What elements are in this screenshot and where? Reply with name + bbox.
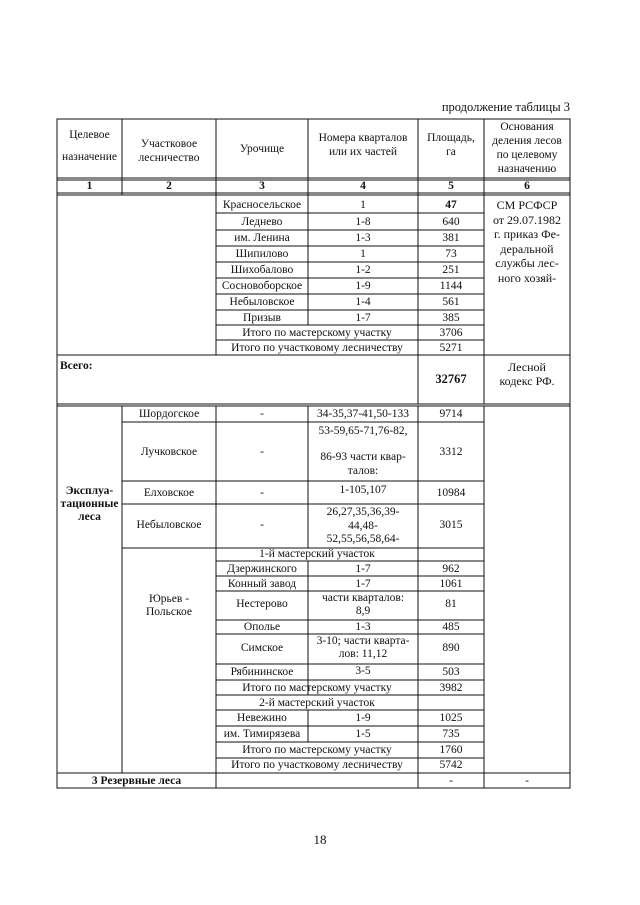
kvartaly: 34-35,37-41,50-133 <box>317 408 409 420</box>
kvartaly: 1-105,107 <box>339 484 387 496</box>
lesnichestvo-name-2: Польское <box>146 606 192 618</box>
colnum-6: 6 <box>524 180 530 192</box>
kvartaly: 1-3 <box>355 232 371 244</box>
urochishche: Шипилово <box>235 248 289 260</box>
ploshchad: 73 <box>445 248 457 260</box>
reserve-basis: - <box>525 775 529 787</box>
urochishche: Нестерово <box>236 598 288 610</box>
urochishche: - <box>260 519 264 531</box>
basis-line: службы лес- <box>495 256 559 270</box>
kvartaly: 1-7 <box>355 312 371 324</box>
urochishche: - <box>260 446 264 458</box>
lesnichestvo-name: Шордогское <box>138 408 200 420</box>
total-master-value: 3706 <box>439 327 463 339</box>
header-purpose-2: назначение <box>62 151 117 163</box>
kvartaly-3: талов: <box>347 465 379 477</box>
total-lesn-label: Итого по участковому лесничеству <box>231 342 403 354</box>
total-lesn-label: Итого по участковому лесничеству <box>231 759 403 771</box>
expl-label-3: леса <box>78 511 101 523</box>
urochishche: Шихобалово <box>230 264 294 276</box>
ploshchad: 640 <box>442 216 460 228</box>
urochishche: Призыв <box>243 312 281 324</box>
header-urochishche: Урочище <box>239 143 285 155</box>
vsego-label: Всего: <box>60 360 93 372</box>
colnum-4: 4 <box>360 180 366 192</box>
kvartaly: 3-10; части кварта- <box>316 635 410 647</box>
ploshchad: 890 <box>442 642 460 654</box>
ploshchad: 485 <box>442 621 460 633</box>
total-master-value: 3982 <box>439 682 463 694</box>
ploshchad: 503 <box>442 666 460 678</box>
ploshchad: 3312 <box>439 446 463 458</box>
urochishche: Невежино <box>237 712 287 724</box>
kvartaly: 1-7 <box>355 578 371 590</box>
vsego-value: 32767 <box>435 372 467 386</box>
basis-line: СМ РСФСР <box>496 198 558 212</box>
ploshchad: 10984 <box>436 487 466 499</box>
kvartaly: 53-59,65-71,76-82, <box>318 425 408 437</box>
page-number: 18 <box>313 832 327 847</box>
total-lesn-value: 5742 <box>439 759 463 771</box>
urochishche: Небыловское <box>229 296 295 308</box>
colnum-2: 2 <box>166 180 172 192</box>
kvartaly-2: 8,9 <box>355 605 371 617</box>
lesnichestvo-name: Елховское <box>143 487 195 499</box>
basis-line: от 29.07.1982 <box>492 212 562 227</box>
kvartaly: 1-9 <box>355 712 371 724</box>
kvartaly: 1-7 <box>355 563 371 575</box>
lesnichestvo-name: Лучковское <box>140 446 198 458</box>
kvartaly: 26,27,35,36,39- <box>326 506 400 518</box>
header-osnovaniya: Основания <box>500 121 554 133</box>
kvartaly: 1-2 <box>355 264 371 276</box>
urochishche: Леднево <box>241 216 283 228</box>
basis-line: ного хозяй- <box>497 270 557 285</box>
master-section-title: 2-й мастерский участок <box>259 697 375 709</box>
header-purpose: Целевое <box>69 129 110 141</box>
header-lesnichestvo-2: лесничество <box>138 152 200 164</box>
header-ploshchad: Площадь, <box>427 132 475 144</box>
colnum-3: 3 <box>259 180 265 192</box>
header-kvartaly-2: или их частей <box>329 146 397 158</box>
header-osnovaniya-4: назначению <box>497 163 557 175</box>
colnum-1: 1 <box>86 180 93 192</box>
basis-line: г. приказ Фе- <box>494 227 560 241</box>
lesnichestvo-name: Юрьев - <box>148 593 190 605</box>
kvartaly-2: лов: 11,12 <box>338 648 388 660</box>
kvartaly: 1-4 <box>355 296 371 308</box>
total-master-value: 1760 <box>439 744 463 756</box>
expl-label: Эксплуа- <box>65 485 114 497</box>
table-caption: продолжение таблицы 3 <box>441 100 570 114</box>
urochishche: Симское <box>240 642 284 654</box>
urochishche: Ополье <box>243 621 281 633</box>
urochishche: Сосновоборское <box>221 280 303 292</box>
kvartaly-2: 86-93 части квар- <box>320 451 406 463</box>
urochishche: Рябининское <box>230 666 294 678</box>
kvartaly: 3-5 <box>355 665 371 677</box>
total-master-label: Итого по мастерскому участку <box>242 682 392 694</box>
total-master-label: Итого по мастерскому участку <box>242 327 392 339</box>
urochishche: Красносельское <box>222 199 302 211</box>
header-osnovaniya-3: по целевому <box>496 149 558 161</box>
vsego-basis-2: кодекс РФ. <box>499 374 555 388</box>
ploshchad: 3015 <box>439 519 463 531</box>
ploshchad: 561 <box>442 296 460 308</box>
vsego-basis: Лесной <box>508 360 546 374</box>
urochishche: - <box>260 487 264 499</box>
urochishche: Конный завод <box>227 578 297 590</box>
kvartaly-3: 52,55,56,58,64- <box>326 533 400 545</box>
reserve-label: 3 Резервные леса <box>91 775 182 787</box>
ploshchad: 1144 <box>439 280 463 292</box>
kvartaly: 1-8 <box>355 216 371 228</box>
header-kvartaly: Номера кварталов <box>318 132 408 144</box>
header-osnovaniya-2: деления лесов <box>492 135 562 147</box>
ploshchad: 1025 <box>439 712 463 724</box>
ploshchad: 735 <box>442 728 460 740</box>
total-master-label: Итого по мастерскому участку <box>242 744 392 756</box>
master-section-title: 1-й мастерский участок <box>259 548 375 560</box>
kvartaly: 1 <box>360 199 366 211</box>
ploshchad: 81 <box>445 598 457 610</box>
ploshchad: 1061 <box>439 578 463 590</box>
colnum-5: 5 <box>448 180 454 192</box>
kvartaly: 1-5 <box>355 728 371 740</box>
ploshchad: 47 <box>445 199 457 211</box>
header-ploshchad-2: га <box>446 146 456 158</box>
ploshchad: 962 <box>442 563 460 575</box>
kvartaly-2: 44,48- <box>348 519 378 532</box>
expl-label-2: тационные <box>60 498 119 510</box>
kvartaly: 1-3 <box>355 621 371 633</box>
total-lesn-value: 5271 <box>439 342 463 354</box>
urochishche: им. Тимирязева <box>223 728 301 740</box>
urochishche: - <box>260 408 264 420</box>
reserve-area: - <box>449 775 453 787</box>
urochishche: им. Ленина <box>234 232 290 244</box>
urochishche: Дзержинского <box>227 563 297 575</box>
kvartaly: части кварталов: <box>321 592 405 604</box>
ploshchad: 385 <box>442 312 460 324</box>
basis-line: деральной <box>500 241 554 256</box>
kvartaly: 1 <box>360 248 366 260</box>
kvartaly: 1-9 <box>355 280 371 292</box>
lesnichestvo-name: Небыловское <box>136 519 202 531</box>
header-lesnichestvo: Участковое <box>140 138 198 150</box>
ploshchad: 9714 <box>439 408 463 420</box>
ploshchad: 381 <box>442 232 460 244</box>
ploshchad: 251 <box>442 264 460 276</box>
